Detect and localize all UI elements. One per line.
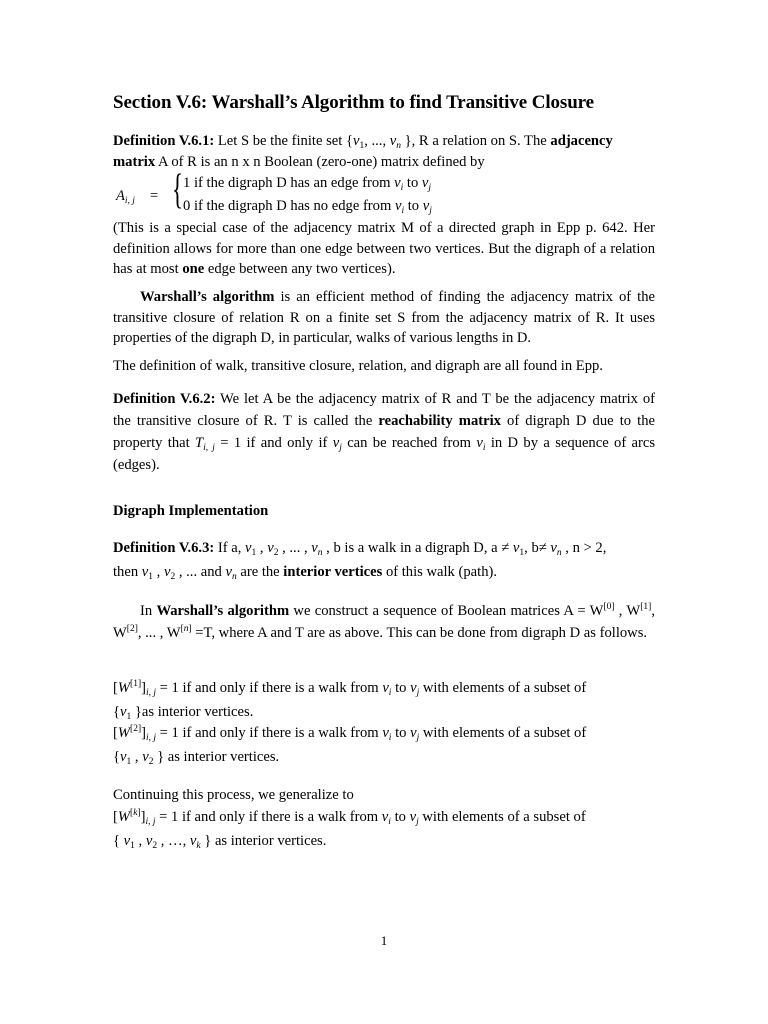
formula-case-one: 1 if the digraph D has an edge from $v_i$ to $v_j$ — [183, 175, 432, 193]
term-adjacency-matrix: adjacency matrix — [113, 133, 613, 170]
wk-statement: $[W[k]]_{i, j} = 1$ if and only if there is a walk from $v_i$ to $v_j$ with elements of a subset of { $v_1$ , $v_2$ , …, $v_k$ } as interior vertices. — [113, 808, 586, 851]
heading-digraph-implementation: Digraph Implementation — [113, 503, 269, 519]
definitions-source-paragraph: The definition of walk, transitive closure, relation, and digraph are all found in Epp. — [113, 358, 603, 374]
emphasis-one: one — [182, 261, 205, 278]
formula-equals: = — [150, 188, 159, 204]
term-warshall: Warshall’s algorithm — [140, 289, 275, 305]
definition-v62: Definition V.6.2: We let A be the adjacency matrix of R and T be the adjacency matrix of the transitive closure of R. T is called the reachability matrix of digraph D due to the property that $T_{i, j} = 1$ if and only if $v_j$ can be reached from $v_i$ in D by a sequence of arcs (edges). — [113, 391, 656, 473]
definition-label: Definition V.6.3: — [113, 540, 215, 556]
note-paragraph: (This is a special case of the adjacency matrix M of a directed graph in Epp p. 642. Her definition allows for more than one edge between two vertices. But the digraph of a relation has at most one edge between any two vertices). — [113, 220, 655, 278]
definition-text: A of R is an n x n Boolean (zero-one) matrix defined by — [155, 153, 485, 170]
definition-label: Definition V.6.2: — [113, 391, 216, 407]
definition-v63: Definition V.6.3: If a, $v_1$ , $v_2$ , ... , $v_n$ , b is a walk in a digraph D, $a \ne v_1$, $b\ne v_n$ , n > 2, then $v_1$ , $v_2$ , ... and $v_n$ are the interior vertices of this walk (path). — [113, 540, 607, 582]
definition-text: Let S be the finite set { — [214, 133, 353, 149]
definition-label: Definition V.6.1: — [113, 133, 215, 149]
continuing-paragraph: Continuing this process, we generalize to — [113, 787, 354, 803]
page-number: 1 — [380, 933, 388, 948]
left-brace: { — [172, 167, 184, 213]
w1-statement: $[W[1]]_{i, j} = 1$ if and only if there is a walk from $v_i$ to $v_j$ with elements of a subset of {$v_1$ }as interior vertices. — [113, 679, 587, 722]
term-interior-vertices: interior vertices — [283, 563, 383, 580]
warshall-paragraph: Warshall’s algorithm is an efficient method of finding the adjacency matrix of the transitive closure of relation R on a finite set S from the adjacency matrix of R. It uses properties of the digraph D, in particular, walks of various lengths in D. — [113, 289, 655, 347]
term-reachability-matrix: reachability matrix — [378, 412, 501, 429]
formula-case-zero: 0 if the digraph D has no edge from $v_i$ to $v_j$ — [183, 198, 432, 216]
definition-text: }, R a relation on S. The — [400, 133, 551, 149]
w2-statement: $[W[2]]_{i, j} = 1$ if and only if there is a walk from $v_i$ to $v_j$ with elements of a subset of {$v_1$ , $v_2$ } as interior vertices. — [113, 724, 587, 767]
term-warshall: Warshall’s algorithm — [156, 603, 290, 619]
construction-paragraph: In Warshall’s algorithm we construct a sequence of Boolean matrices A = W[0] , W[1], W[2], ... , W[n] =T, where A and T are as above. This can be done from digraph D as follows. — [113, 602, 655, 641]
definition-v61: Definition V.6.1: Let S be the finite set {$v_1$, ..., $v_n$ }, R a relation on S. The adjacency matrix A of R is an n x n Boolean (zero-one) matrix defined by — [113, 133, 613, 170]
definition-text: , ..., — [364, 133, 390, 149]
formula-lhs: $A_{i, j}$ — [116, 188, 135, 206]
section-title: Section V.6: Warshall’s Algorithm to find Transitive Closure — [113, 92, 595, 113]
